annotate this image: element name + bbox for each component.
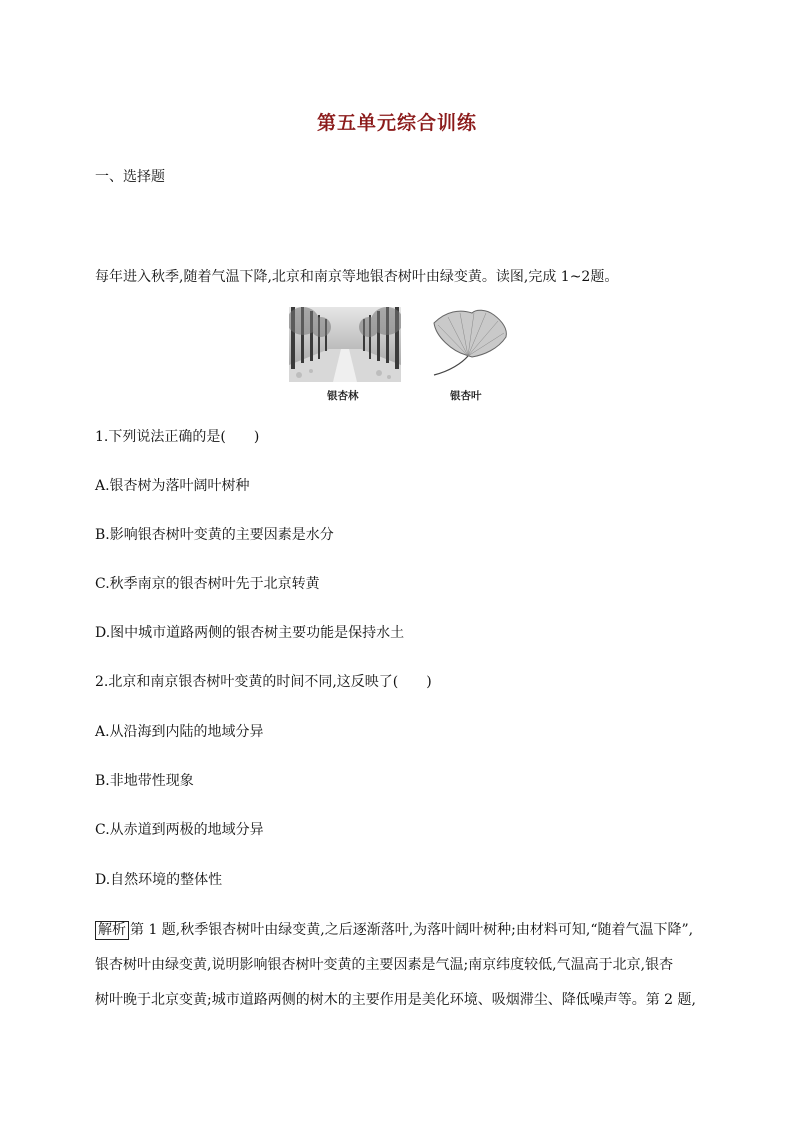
question-2-option-b[interactable]: B.非地带性现象	[95, 773, 194, 789]
ginkgo-forest-photo	[289, 307, 401, 382]
question-1-stem: 1.下列说法正确的是( )	[95, 429, 260, 445]
analysis-line-1	[95, 919, 715, 940]
question-2-option-d[interactable]: D.自然环境的整体性	[95, 872, 223, 888]
forest-caption: 银杏林	[327, 390, 359, 402]
page-title: 第五单元综合训练	[316, 112, 477, 134]
analysis-line-3: 树叶晚于北京变黄;城市道路两侧的树木的主要作用是美化环境、吸烟滞尘、降低噪声等。第 2 题,	[95, 992, 696, 1008]
question-1-option-a[interactable]: A.银杏树为落叶阔叶树种	[95, 478, 250, 494]
leaf-caption: 银杏叶	[450, 390, 482, 402]
analysis-text-1: 第 1 题,秋季银杏树叶由绿变黄,之后逐渐落叶,为落叶阔叶树种;由材料可知,“随着气温下降”,	[130, 922, 694, 938]
question-2-stem: 2.北京和南京银杏树叶变黄的时间不同,这反映了( )	[95, 674, 432, 690]
section-heading: 一、选择题	[95, 169, 165, 185]
ginkgo-leaf-drawing	[428, 307, 513, 387]
question-2-option-c[interactable]: C.从赤道到两极的地域分异	[95, 822, 264, 838]
question-1-option-c[interactable]: C.秋季南京的银杏树叶先于北京转黄	[95, 576, 320, 592]
question-2-option-a[interactable]: A.从沿海到内陆的地域分异	[95, 724, 264, 740]
question-1-option-b[interactable]: B.影响银杏树叶变黄的主要因素是水分	[95, 527, 334, 543]
intro-paragraph: 每年进入秋季,随着气温下降,北京和南京等地银杏树叶由绿变黄。读图,完成 1~2题。	[95, 269, 619, 285]
question-1-option-d[interactable]: D.图中城市道路两侧的银杏树主要功能是保持水土	[95, 625, 405, 641]
analysis-tag: 解析	[95, 921, 129, 940]
analysis-line-2: 银杏树叶由绿变黄,说明影响银杏树叶变黄的主要因素是气温;南京纬度较低,气温高于北京,银杏	[95, 957, 674, 973]
